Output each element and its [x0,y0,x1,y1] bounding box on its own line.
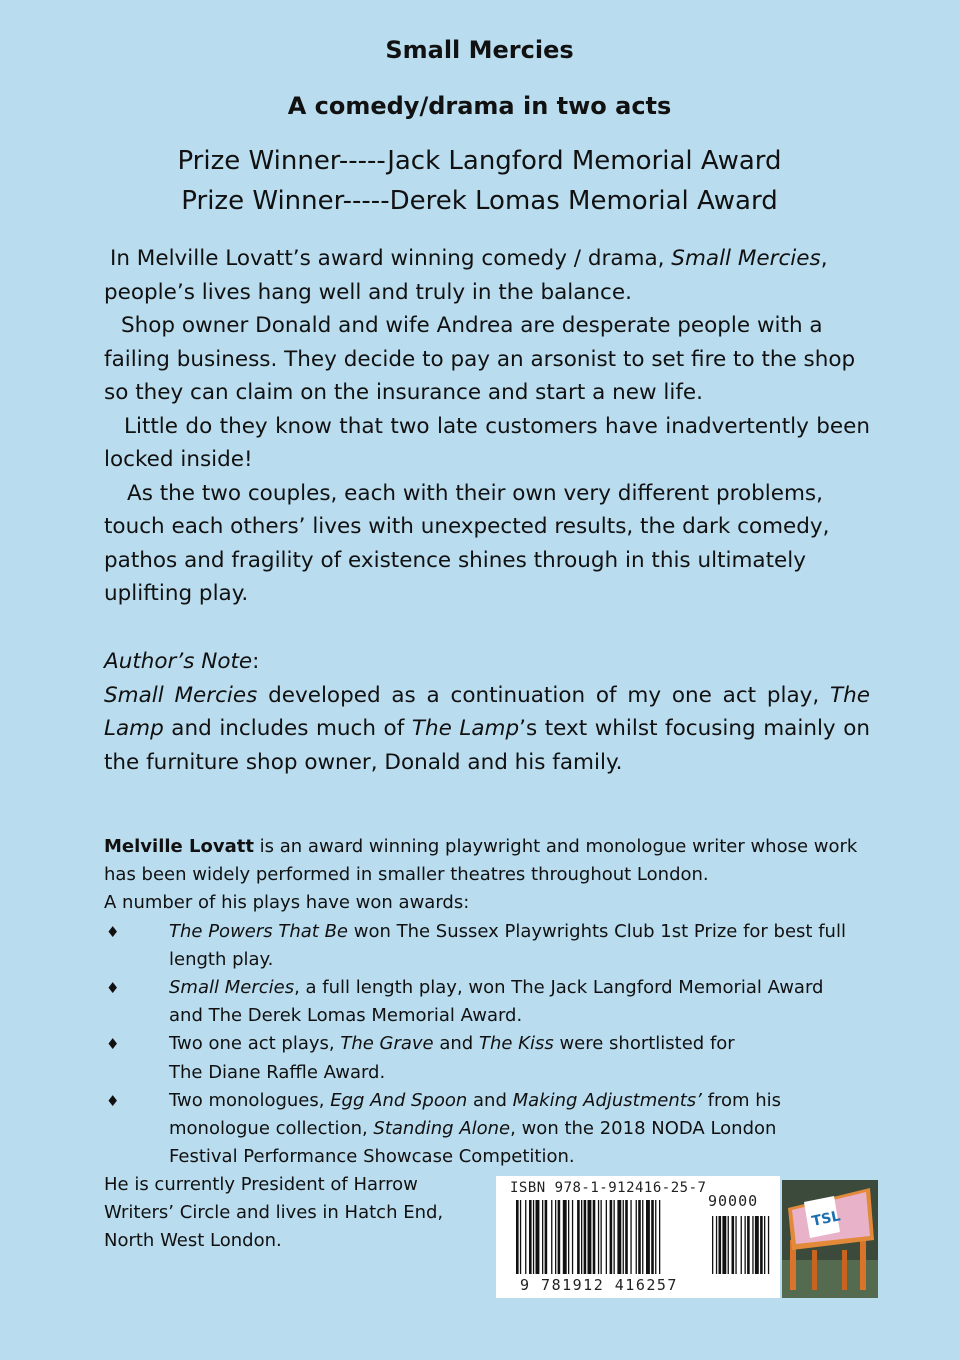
blurb-paragraph-1: In Melville Lovatt’s award winning comedy / drama, Small Mercies, people’s lives hang well and truly in the balance. [104,246,828,305]
book-subtitle: A comedy/drama in two acts [287,92,672,120]
diamond-bullet-icon: ♦ [106,1091,120,1110]
author-name: Melville Lovatt [104,836,254,857]
publisher-logo-text: TSL [810,1208,842,1230]
blurb [104,242,870,611]
author-bio [104,833,894,1171]
isbn-label: ISBN 978-1-912416-25-7 [510,1180,707,1196]
bio-closing: He is currently President of Harrow Writers’ Circle and lives in Hatch End, North West London. [104,1174,444,1252]
barcode-digits: 9 781912 416257 [520,1276,678,1294]
book-title: Small Mercies [385,36,574,64]
authors-note-heading: Author’s Note: [104,649,260,674]
list-item: ♦ Two one act plays, The Grave and The Kiss were shortlisted for The Diane Raffle Award. [104,1030,759,1086]
awards-intro: A number of his plays have won awards: [104,892,470,914]
diamond-bullet-icon: ♦ [106,922,120,941]
blurb-title-italic: Small Mercies [671,246,821,271]
prize-line-1: Prize Winner-----Jack Langford Memorial Award [177,146,782,176]
barcode-addon-digits: 90000 [708,1192,759,1210]
authors-note [104,645,870,779]
list-item: ♦ The Powers That Be won The Sussex Playwrights Club 1st Prize for best full length play. [104,918,869,974]
blurb-paragraph-4: As the two couples, each with their own very different problems, touch each others’ lives with unexpected results, the dark comedy, pathos and fragility of existence shines through in this ultimately uplifting play. [104,480,830,606]
awards-list [104,918,894,1172]
prize-line-2: Prize Winner-----Derek Lomas Memorial Award [181,186,778,216]
bio-intro: Melville Lovatt is an award winning playwright and monologue writer whose work has been widely performed in smaller theatres throughout London. [104,836,858,886]
blurb-paragraph-2: Shop owner Donald and wife Andrea are desperate people with a failing business. They decide to pay an arsonist to set fire to the shop so they can claim on the insurance and start a new life. [104,313,856,405]
diamond-bullet-icon: ♦ [106,1035,120,1054]
list-item: ♦ Two monologues, Egg And Spoon and Making Adjustments’ from his monologue collection, Standing Alone, won the 2018 NODA London Festival Performance Showcase Competition. [104,1087,819,1172]
diamond-bullet-icon: ♦ [106,979,120,998]
blurb-paragraph-3: Little do they know that two late customers have inadvertently been locked inside! [104,413,870,472]
authors-note-body: Small Mercies developed as a continuation of my one act play, The Lamp and includes much of The Lamp’s text whilst focusing mainly on the furniture shop owner, Donald and his family. [104,682,870,775]
isbn-barcode [496,1176,780,1298]
barcode-bars-icon [516,1200,776,1278]
list-item: ♦ Small Mercies, a full length play, won The Jack Langford Memorial Award and The Derek Lomas Memorial Award. [104,974,859,1030]
publisher-logo-photo [782,1180,878,1298]
